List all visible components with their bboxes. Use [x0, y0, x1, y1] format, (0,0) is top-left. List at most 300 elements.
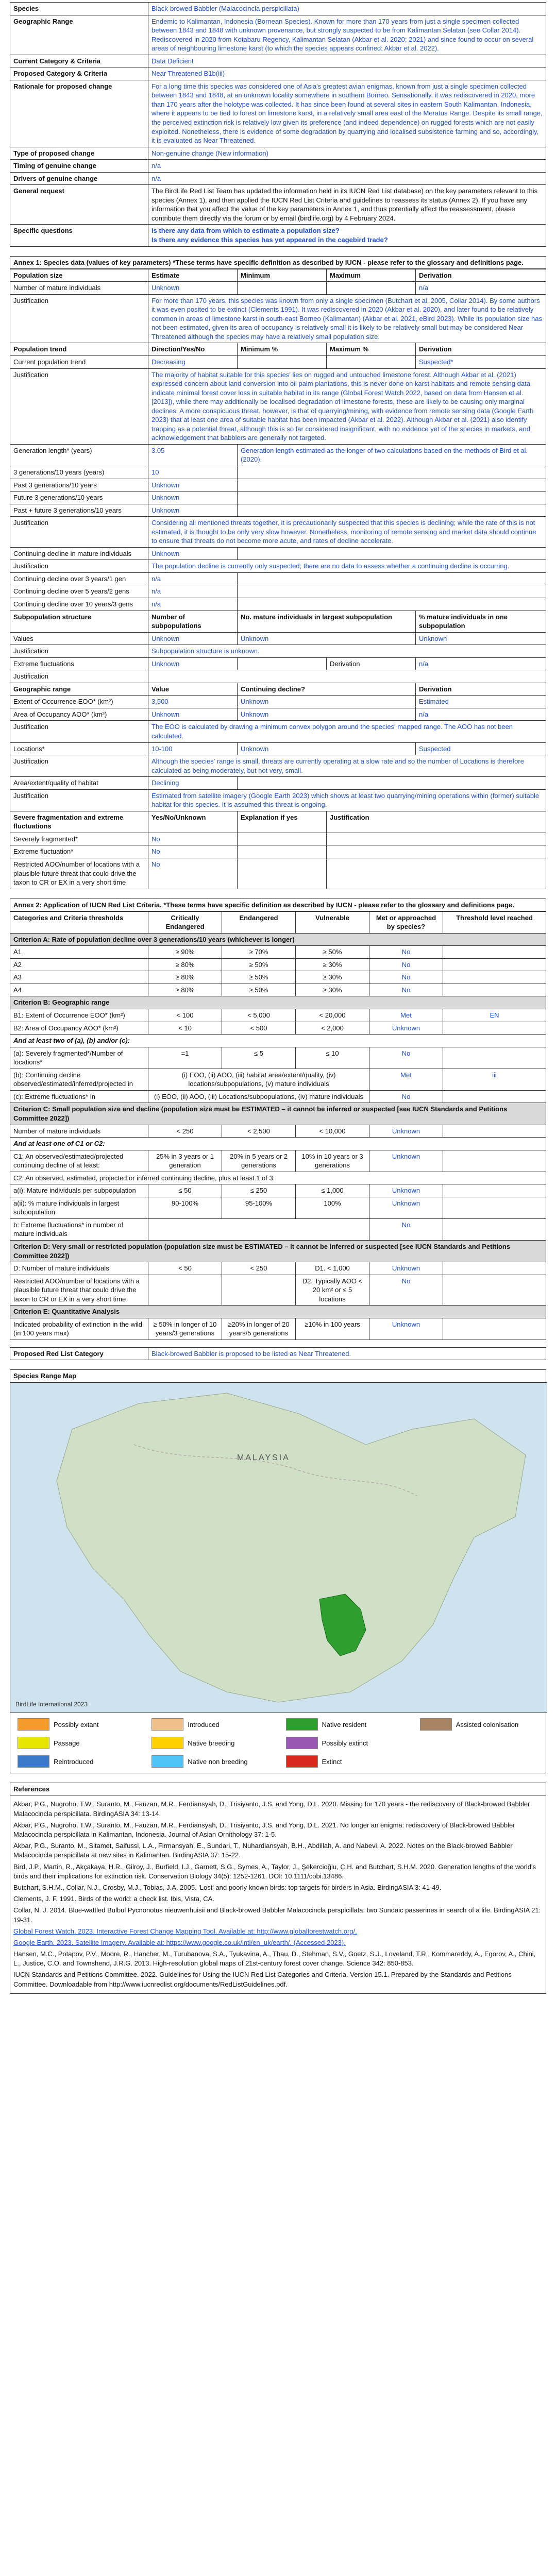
hdr-cell: Number of subpopulations: [148, 611, 238, 632]
subpop-header: [10, 611, 546, 632]
annex1: [10, 256, 546, 889]
and-c-row: [10, 1138, 546, 1150]
cell: [327, 282, 416, 295]
area-label: Area/extent/quality of habitat: [10, 777, 148, 790]
geo-value: Endemic to Kalimantan, Indonesia (Bornean Species). Known for more than 170 years from just a single specimen collected between 1843 and 1848 with unknown provenance, but strongly suspected to be from Kalimantan Selatan (see Collar 2014). Rediscovered in 2020 from Kotabaru Regency, Kalimantan Selatan (Akbar et al. 2020; 2021) and since found to occur on several areas of neighbouring limestone karst (to which the species appears confined: Akbar et al. 2022).: [148, 15, 546, 55]
cd-3gen-row: [10, 572, 546, 585]
cell: Met: [369, 1069, 443, 1090]
empty-cell: [238, 585, 546, 598]
annex1-intro: Annex 1: Species data (values of key parameters) *These terms have specific definition as described by IUCN - please refer to the glossary and definitions page.: [10, 256, 546, 269]
legend-swatch: [18, 1737, 49, 1749]
c-mature-row: [10, 1125, 546, 1138]
cell: < 100: [148, 1009, 222, 1022]
crit-e-row: [10, 1306, 546, 1318]
cd-3gen-value: n/a: [148, 572, 238, 585]
cell: Unknown: [369, 1125, 443, 1138]
just-label: Justification: [10, 721, 148, 742]
ext-fluct-row: [10, 845, 546, 858]
cont-decline-label: Continuing decline in mature individuals: [10, 547, 148, 560]
cd-3gen-label: Continuing decline over 3 years/1 gen: [10, 572, 148, 585]
proposed-value: Near Threatened B1b(iii): [148, 67, 546, 80]
map-credit: BirdLife International 2023: [15, 1701, 88, 1708]
trend-justification: The majority of habitat suitable for this species' lies on rugged and untouched limestone forest. Although Akbar et al. (2021) expressed concern about land conversion into oil palm plantations, this is never done on karst habitats and remote sensing data indicate minimal forest cover loss in suitable habitat in its range (Global Forest Watch 2022, based on data from Hansen et al. [2013]), while there may additionally be localised degradation of limestone forests, these are likely to be causing only marginal declines. A more conspicuous threat, however, is that of quarrying/mining, with evidence from remote sensing data (Google Earth 2023) that at least one area of suitable habitat has been impacted (Akbar et al. 2022). Although Akbar et al. (2021) also identify trapping as a potential threat, although this is so far considered insignificant, with no evidence yet of the species in markets, and acknowledgement that babblers are generally not targeted.: [148, 368, 546, 444]
timing-label: Timing of genuine change: [10, 160, 148, 173]
cell: [443, 1022, 546, 1035]
cell: D: Number of mature individuals: [10, 1262, 148, 1275]
cell: No: [369, 971, 443, 984]
cell: A3: [10, 971, 148, 984]
reference-item: Akbar, P.G., Nugroho, T.W., Suranto, M., Fauzan, M.R., Ferdiansyah, D., Trisiyanto, J.S. and Yong, D.L. 2021. No longer an enigma: rediscovery of Black-browed Babbler Malacocincla perspicillata in Kalimantan, Indonesia. Journal of Asian Ornithology 37: 1-5.: [13, 1821, 515, 1838]
subpop-justification: Subpopulation structure is unknown.: [148, 645, 546, 658]
sev-frag-value: No: [148, 833, 238, 845]
cell: ≥ 70%: [222, 946, 296, 959]
area-justification: Estimated from satellite imagery (Google Earth 2023) which shows at least two quarrying/mining operations within (former) suitable habitat for this species. It is assumed this threat is ongoing.: [148, 789, 546, 811]
legend-item-empty: [420, 1737, 538, 1749]
type-row: [10, 147, 546, 160]
past-value: Unknown: [148, 479, 238, 492]
cell: (c): Extreme fluctuations* in: [10, 1090, 148, 1103]
subpop-values-row: [10, 632, 546, 645]
cell: No: [369, 1090, 443, 1103]
criterion-e-heading: Criterion E: Quantitative Analysis: [10, 1306, 546, 1318]
cell: ≥ 50%: [222, 958, 296, 971]
just-label: Justification: [10, 517, 148, 548]
a3-row: [10, 971, 546, 984]
legend-swatch: [151, 1737, 183, 1749]
cd-5gen-row: [10, 585, 546, 598]
hdr-cell: Maximum: [327, 269, 416, 282]
annex2-intro: Annex 2: Application of IUCN Red List Criteria. *These terms have specific definition as described by IUCN - please refer to the glossary and definitions page.: [10, 899, 546, 911]
cell: ≥ 90%: [148, 946, 222, 959]
reference-item: IUCN Standards and Petitions Committee. 2022. Guidelines for Using the IUCN Red List Categories and Criteria. Version 15.1. Prepared by the Standards and Petitions Committee. Downloadable from http://www.iucnredlist.org/documents/RedListGuidelines.pdf.: [13, 1971, 512, 1988]
cell: a(ii): % mature individuals in largest subpopulation: [10, 1197, 148, 1218]
loc-justification: Although the species' range is small, threats are currently operating at a slow rate and so the number of Locations is therefore calculated as being moderately, but not very, small.: [148, 755, 546, 777]
mature-label: Number of mature individuals: [10, 282, 148, 295]
cell: 25% in 3 years or 1 generation: [148, 1150, 222, 1172]
cell: ≥ 30%: [296, 984, 369, 996]
cell: EN: [443, 1009, 546, 1022]
cell: ≥ 80%: [148, 971, 222, 984]
hdr-cell: Population size: [10, 269, 148, 282]
cell: ≥ 80%: [148, 958, 222, 971]
hdr-cell: Population trend: [10, 343, 148, 356]
b1-row: [10, 1009, 546, 1022]
page: [10, 2, 546, 1994]
cell: Unknown: [148, 708, 238, 721]
legend-label: Passage: [54, 1739, 80, 1747]
future-value: Unknown: [148, 492, 238, 504]
hdr-cell: Geographic range: [10, 683, 148, 696]
reference-link[interactable]: Global Forest Watch. 2023. Interactive Forest Change Mapping Tool. Available at: http://www.globalforestwatch.org/.: [13, 1927, 357, 1935]
cell: ≥ 50% in longer of 10 years/3 generations: [148, 1318, 222, 1340]
legend-label: Possibly extinct: [322, 1739, 368, 1747]
criterion-a-heading: Criterion A: Rate of population decline over 3 generations/10 years (whichever is longer): [10, 933, 546, 946]
cell: Met: [369, 1009, 443, 1022]
empty-cell: [238, 479, 546, 492]
cell: ≤ 250: [222, 1184, 296, 1197]
map-title: Species Range Map: [10, 1369, 546, 1382]
just-label: Justification: [10, 368, 148, 444]
criterion-c-heading: Criterion C: Small population size and decline (population size must be ESTIMATED – it cannot be inferred or suspected [see IUCN Standards and Petitions Committee 2022]): [10, 1103, 546, 1125]
cell: ≤ 10: [296, 1047, 369, 1069]
empty-cell: [238, 845, 327, 858]
cell: ≥ 50%: [222, 971, 296, 984]
mature-row: [10, 282, 546, 295]
range-map[interactable]: [10, 1382, 547, 1713]
cell: No: [369, 1218, 443, 1240]
rationale-value: For a long time this species was considered one of Asia's greatest avian enigmas, known from just a single specimen collected between 1843 and 1848, at an unknown locality somewhere in southern Borneo. Sensationally, it was rediscovered in 2020, more than 170 years after the holotype was collected. It has since been found at several sites in eastern South Kalimantan, Indonesia, where it appears to be tied to forest on limestone karst, in a relatively small area east of the Meratus Range. Despite its small range, the perceived extinction risk is relatively low given its preference (and indeed dependence) on rugged forests which are not easily exploited. Nonetheless, there is evidence of some degradation by quarrying and localised subsistence farming and so, accordingly, it is evaluated as Near Threatened.: [148, 80, 546, 147]
legend-label: Extinct: [322, 1757, 342, 1766]
fluct-just-row: [10, 670, 546, 683]
restricted-value: No: [148, 858, 238, 889]
cell: ≥ 50%: [296, 946, 369, 959]
references-section: [10, 1783, 546, 1993]
trend-header: [10, 343, 546, 356]
legend-item: [18, 1718, 136, 1731]
just-label: Justification: [10, 645, 148, 658]
legend-label: Native breeding: [188, 1739, 235, 1747]
hdr-cell: Categories and Criteria thresholds: [10, 911, 148, 933]
current-value: Data Deficient: [148, 55, 546, 67]
loc-label: Locations*: [10, 742, 148, 755]
bb-row: [10, 1069, 546, 1090]
type-label: Type of proposed change: [10, 147, 148, 160]
hdr-cell: Minimum %: [238, 343, 327, 356]
hdr-cell: No. mature individuals in largest subpopulation: [238, 611, 416, 632]
cell: Unknown: [148, 282, 238, 295]
legend-label: Introduced: [188, 1720, 220, 1728]
legend-item: [420, 1718, 538, 1731]
hdr-cell: Estimate: [148, 269, 238, 282]
cell: < 250: [222, 1262, 296, 1275]
just-label: Justification: [10, 294, 148, 343]
cell: [443, 958, 546, 971]
pop-just-row: [10, 294, 546, 343]
past-row: [10, 479, 546, 492]
cell: [443, 1197, 546, 1218]
reference-item: Hansen, M.C., Potapov, P.V., Moore, R., Hancher, M., Turubanova, S.A., Tyukavina, A., Thau, D., Stehman, S.V., Goetz, S.J., Loveland, T.R., Kommareddy, A., Egorov, A., Chini, L., Justice, C.O. and Townshend, J.R.G. 2013. High-resolution global maps of 21st-century forest cover change. Science 342: 850-853.: [13, 1950, 536, 1968]
specific-questions: [148, 225, 546, 246]
cell: n/a: [416, 708, 546, 721]
legend-label: Native resident: [322, 1720, 367, 1728]
cell: No: [369, 984, 443, 996]
cell: [238, 355, 327, 368]
pastfuture-value: Unknown: [148, 504, 238, 517]
trend-current-label: Current population trend: [10, 355, 148, 368]
cell: < 10,000: [296, 1125, 369, 1138]
cell: Unknown: [369, 1262, 443, 1275]
legend-item-empty: [420, 1755, 538, 1768]
cell: Unknown: [369, 1318, 443, 1340]
genlen-value: 3.05: [148, 444, 238, 466]
and-two-note: And at least two of (a), (b) and/or (c):: [10, 1035, 546, 1047]
ba-row: [10, 1047, 546, 1069]
legend-item: [286, 1737, 405, 1749]
bc-row: [10, 1090, 546, 1103]
b2-row: [10, 1022, 546, 1035]
legend-item: [151, 1737, 270, 1749]
annex2-table: [10, 911, 546, 1340]
c2-row: [10, 1172, 546, 1184]
cd-5gen-value: n/a: [148, 585, 238, 598]
c2b-row: [10, 1218, 546, 1240]
values-label: Values: [10, 632, 148, 645]
cell: < 2,000: [296, 1022, 369, 1035]
hdr-cell: Justification: [327, 811, 546, 833]
cell: < 500: [222, 1022, 296, 1035]
legend-item: [151, 1718, 270, 1731]
specific-question-2: Is there any evidence this species has yet appeared in the cagebird trade?: [151, 236, 388, 244]
cell: A1: [10, 946, 148, 959]
criterion-b-heading: Criterion B: Geographic range: [10, 996, 546, 1009]
cell: Suspected: [416, 742, 546, 755]
geo-label: Geographic Range: [10, 15, 148, 55]
and-c-note: And at least one of C1 or C2:: [10, 1138, 546, 1150]
area-just-row: [10, 789, 546, 811]
reference-item: Akbar, P.G., Nugroho, T.W., Suranto, M., Fauzan, M.R., Ferdiansyah, D., Trisiyanto, J.S. and Yong, D.L. 2020. Missing for 170 years - the rediscovery of Black-browed Babbler Malacocincla perspicillata. BirdingASIA 34: 13-14.: [13, 1800, 530, 1818]
crit-b-row: [10, 996, 546, 1009]
cell: D2. Typically AOO < 20 km² or ≤ 5 locations: [296, 1275, 369, 1306]
geo-header: [10, 683, 546, 696]
aoo-row: [10, 708, 546, 721]
cell: [238, 282, 327, 295]
current-label: Current Category & Criteria: [10, 55, 148, 67]
cd-10gen-label: Continuing decline over 10 years/3 gens: [10, 598, 148, 611]
future-label: Future 3 generations/10 years: [10, 492, 148, 504]
hdr-cell: Subpopulation structure: [10, 611, 148, 632]
loc-just-row: [10, 755, 546, 777]
cell: Number of mature individuals: [10, 1125, 148, 1138]
cell: Unknown: [238, 696, 416, 708]
reference-link[interactable]: Google Earth. 2023. Satellite Imagery. Available at: https://www.google.co.uk/intl/en_uk/earth/. (Accessed 2023).: [13, 1938, 346, 1946]
empty-cell: [327, 845, 546, 858]
cell: =1: [148, 1047, 222, 1069]
reference-item: Akbar, P.G., Suranto, M., Sitamet, Saifussi, L.A., Firmansyah, E., Sundari, T., Nuhardiansyah, B.H., Abdillah, A. and Nabevi, A. 2022. Notes on the Black-browed Babbler Malacocincla perspicillata at new sites in Kalimantan. BirdingASIA 37: 15-22.: [13, 1842, 513, 1859]
a4-row: [10, 984, 546, 996]
cell: ≥ 30%: [296, 971, 369, 984]
cell: Unknown: [416, 632, 546, 645]
cell: ≥20% in longer of 20 years/5 generations: [222, 1318, 296, 1340]
cell: < 250: [148, 1125, 222, 1138]
hdr-cell: Value: [148, 683, 238, 696]
cont-decline-value: Unknown: [148, 547, 238, 560]
empty-cell: [238, 466, 546, 479]
cell: Restricted AOO/number of locations with a plausible future threat that could drive the taxon to CR or EX in a very short time: [10, 1275, 148, 1306]
reference-item: Butchart, S.H.M., Collar, N.J., Crosby, M.J., Tobias, J.A. 2005. 'Lost' and poorly known birds: top targets for birders in Asia. BirdingASIA 3: 41-49.: [13, 1883, 442, 1891]
annex2: [10, 899, 546, 1361]
cd-10gen-value: n/a: [148, 598, 238, 611]
and2-row: [10, 1035, 546, 1047]
country-label: MALAYSIA: [237, 1453, 290, 1463]
hdr-cell: Endangered: [222, 911, 296, 933]
hdr-cell: Met or approached by species?: [369, 911, 443, 933]
just-label: Justification: [10, 560, 148, 573]
loc-row: [10, 742, 546, 755]
summary-table: [10, 2, 546, 247]
species-label: Species: [10, 3, 148, 15]
cell: [443, 946, 546, 959]
cell: (i) EOO, (ii) AOO, (iii) Locations/subpopulations, (iv) mature individuals: [148, 1090, 369, 1103]
cell: Unknown: [369, 1197, 443, 1218]
subpop-just-row: [10, 645, 546, 658]
cell: D1. < 1,000: [296, 1262, 369, 1275]
drivers-row: [10, 172, 546, 185]
hdr-cell: Derivation: [416, 269, 546, 282]
a2-row: [10, 958, 546, 971]
e-row: [10, 1318, 546, 1340]
proposed-category-row: [10, 1347, 546, 1360]
fluct-deriv: n/a: [416, 657, 546, 670]
restricted-row: [10, 858, 546, 889]
cell: Indicated probability of extinction in the wild (in 100 years max): [10, 1318, 148, 1340]
cell: 3,500: [148, 696, 238, 708]
empty-cell: [238, 833, 327, 845]
cell: Unknown: [369, 1184, 443, 1197]
cell: 10-100: [148, 742, 238, 755]
cell: ≥ 30%: [296, 958, 369, 971]
cell: Unknown: [148, 632, 238, 645]
cell: [443, 1184, 546, 1197]
hdr-cell: Severe fragmentation and extreme fluctuations: [10, 811, 148, 833]
legend-label: Reintroduced: [54, 1757, 94, 1766]
cell: 10% in 10 years or 3 generations: [296, 1150, 369, 1172]
proposed-category-table: [10, 1347, 546, 1361]
empty-cell: [327, 858, 546, 889]
type-value: Non-genuine change (New information): [148, 147, 546, 160]
legend-swatch: [420, 1718, 452, 1731]
c2-note: C2: An observed, estimated, projected or inferred continuing decline, plus at least 1 of 3:: [10, 1172, 546, 1184]
empty-cell: [238, 504, 546, 517]
empty-cell: [238, 572, 546, 585]
cell: (a): Severely fragmented*/Number of locations*: [10, 1047, 148, 1069]
pastfuture-row: [10, 504, 546, 517]
general-row: [10, 185, 546, 225]
drivers-value: n/a: [148, 172, 546, 185]
empty-cell: [327, 833, 546, 845]
cell: < 10: [148, 1022, 222, 1035]
gen3-value: 10: [148, 466, 238, 479]
proposed-label: Proposed Category & Criteria: [10, 67, 148, 80]
fluct-value: Unknown: [148, 657, 238, 670]
cell: n/a: [416, 282, 546, 295]
hdr-cell: Yes/No/Unknown: [148, 811, 238, 833]
cell: No: [369, 946, 443, 959]
specific-label: Specific questions: [10, 225, 148, 246]
fluct-label: Extreme fluctuations: [10, 657, 148, 670]
legend-swatch: [286, 1718, 318, 1731]
empty-cell: [238, 858, 327, 889]
trend-just-row: [10, 368, 546, 444]
cell: ≤ 1,000: [296, 1184, 369, 1197]
reference-item: Collar, N. J. 2014. Blue-wattled Bulbul Pycnonotus nieuwenhuisii and Black-browed Babbler Malacocincla perspicillata: two Sundaic passerines in search of a life. BirdingASIA 21: 19-31.: [13, 1906, 541, 1924]
just-label: Justification: [10, 670, 148, 683]
cell: Decreasing: [148, 355, 238, 368]
cell: < 20,000: [296, 1009, 369, 1022]
cell: ≥ 80%: [148, 984, 222, 996]
d-row: [10, 1262, 546, 1275]
c2a2-row: [10, 1197, 546, 1218]
sev-frag-row: [10, 833, 546, 845]
empty-cell: [148, 670, 546, 683]
aoo-label: Area of Occupancy AOO* (km²): [10, 708, 148, 721]
deriv-label: Derivation: [327, 657, 416, 670]
genlen-derivation: Generation length estimated as the longer of two calculations based on the methods of Bird et al. (2020).: [238, 444, 546, 466]
hdr-cell: Derivation: [416, 343, 546, 356]
cell: Unknown: [238, 632, 416, 645]
legend-label: Native non breeding: [188, 1757, 248, 1766]
legend-swatch: [151, 1718, 183, 1731]
hdr-cell: Derivation: [416, 683, 546, 696]
hdr-cell: % mature individuals in one subpopulation: [416, 611, 546, 632]
ext-fluct-value: No: [148, 845, 238, 858]
cell: A4: [10, 984, 148, 996]
legend-label: Possibly extant: [54, 1720, 99, 1728]
proposed-row: [10, 67, 546, 80]
area-value: Declining: [148, 777, 238, 790]
cell: ≤ 5: [222, 1047, 296, 1069]
cell: (i) EOO, (ii) AOO, (iii) habitat area/extent/quality, (iv) locations/subpopulations, (v) mature individuals: [148, 1069, 369, 1090]
hdr-cell: Explanation if yes: [238, 811, 327, 833]
legend-swatch: [18, 1718, 49, 1731]
general-value: The BirdLife Red List Team has updated the information held in its IUCN Red List database) on the key parameters relevant to this species (Annex 1), and then applied the IUCN Red List Criteria and guidelines to reassess its status (Annex 2). If you have any information that you affect the value of the key parameters in Annex 1, and thus potentially affect the reassessment, please contribute them directly via the forum or by email (birdlife.org) by 4 February 2024.: [148, 185, 546, 225]
cell: < 2,500: [222, 1125, 296, 1138]
references-title: References: [10, 1783, 546, 1795]
timing-value: n/a: [148, 160, 546, 173]
genlen-label: Generation length* (years): [10, 444, 148, 466]
map-legend: [10, 1713, 546, 1773]
future-row: [10, 492, 546, 504]
cell: 95-100%: [222, 1197, 296, 1218]
specific-question-1: Is there any data from which to estimate a population size?: [151, 227, 340, 235]
empty-cell: [238, 777, 546, 790]
hdr-cell: Critically Endangered: [148, 911, 222, 933]
rationale-row: [10, 80, 546, 147]
eoo-label: Extent of Occurrence EOO* (km²): [10, 696, 148, 708]
legend-swatch: [286, 1755, 318, 1768]
empty-cell: [238, 547, 546, 560]
hdr-cell: Threshold level reached: [443, 911, 546, 933]
cell: [443, 984, 546, 996]
cell: < 5,000: [222, 1009, 296, 1022]
crit-c-row: [10, 1103, 546, 1125]
cd-10gen-row: [10, 598, 546, 611]
cell: ≥ 50%: [222, 984, 296, 996]
hdr-cell: Continuing decline?: [238, 683, 416, 696]
cell: Unknown: [369, 1022, 443, 1035]
cell: [443, 1275, 546, 1306]
cell: [443, 1262, 546, 1275]
range-map-section: [10, 1369, 546, 1773]
cell: [327, 355, 416, 368]
trend-current-row: [10, 355, 546, 368]
empty-cell: [148, 1218, 369, 1240]
timing-row: [10, 160, 546, 173]
cont-decline-just-row: [10, 560, 546, 573]
area-row: [10, 777, 546, 790]
legend-label: Assisted colonisation: [456, 1720, 519, 1728]
cell: [443, 1090, 546, 1103]
gen3-label: 3 generations/10 years (years): [10, 466, 148, 479]
gen3-row: [10, 466, 546, 479]
annex2-header: [10, 911, 546, 933]
reference-item: Clements, J. F. 1991. Birds of the world: a check list. Ibis, Vista, CA.: [13, 1895, 214, 1903]
hdr-cell: Minimum: [238, 269, 327, 282]
past-label: Past 3 generations/10 years: [10, 479, 148, 492]
pop-justification: For more than 170 years, this species was known from only a single specimen (Butchart et al. 2005, Collar 2014). By some authors it was even posited to be extinct (Clements 1991). It was rediscovered in 2020 (Akbar et al. 2020), and later found to be relatively common in areas of limestone karst in south-east Borneo (Kalimantan) (Akbar et al. 2021, eBird 2023). While its population size has not been estimated, given its area of occupancy is relatively small it is likely to be relatively small but may be considered Near Threatened although the species may have a relatively small population size.: [148, 294, 546, 343]
species-row: [10, 3, 546, 15]
proposed-category-label: Proposed Red List Category: [10, 1347, 148, 1360]
crit-d-row: [10, 1240, 546, 1262]
